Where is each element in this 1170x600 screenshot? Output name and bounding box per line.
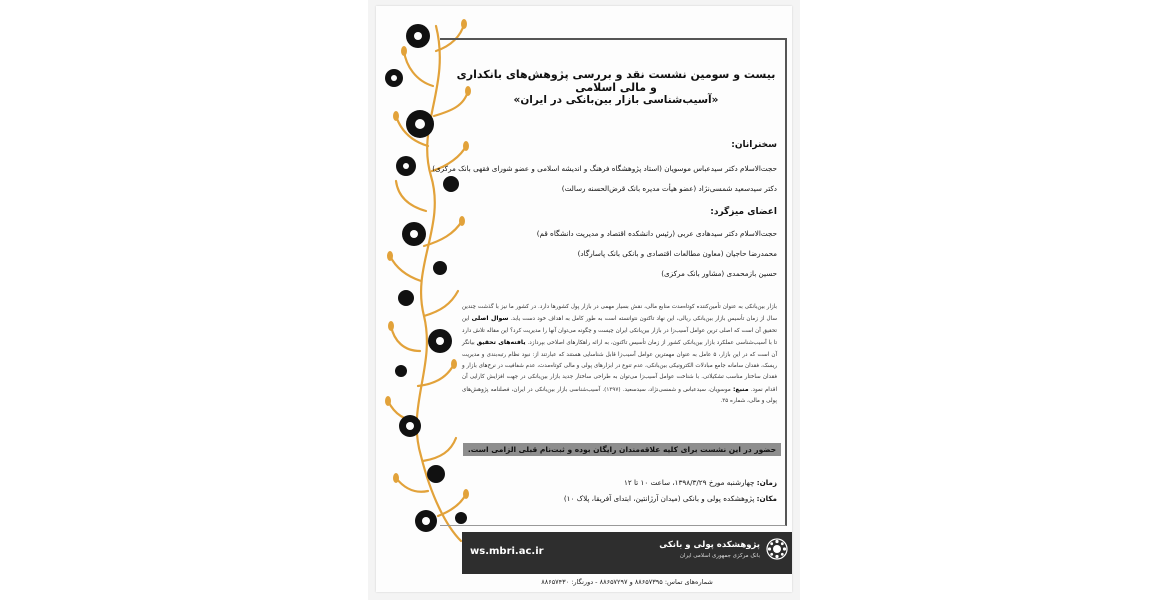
host-2: محمدرضا حاجیان (معاون مطالعات اقتصادی و بانکی بانک پاسارگاد) — [577, 249, 777, 258]
place-value: پژوهشکده پولی و بانکی (میدان آرژانتین، ابتدای آفریقا، پلاک ۱۰) — [563, 494, 755, 503]
time-label: زمان: — [756, 478, 777, 487]
findings-label: یافته‌های تحقیق — [476, 339, 526, 347]
question-label: سوال اصلی — [471, 315, 509, 323]
registration-banner: حضور در این نشست برای کلیه علاقه‌مندان رایگان بوده و ثبت‌نام قبلی الزامی است. — [463, 443, 781, 456]
website-link[interactable]: ws.mbri.ac.ir — [470, 546, 544, 557]
abstract-intro: بازار بین‌بانکی به عنوان تأمین‌کننده کوتاه‌مدت منابع مالی، نقش بسیار مهمی در بازار پول کشورها دارد. در کشور ما نیز با گذشت چندین سال از زمان تأسیس بازار بین‌بانکی ریالی، این نهاد تاکنون نتوانسته است به طور کامل به اهداف خود دست یابد. — [462, 304, 778, 323]
abstract-text — [462, 302, 777, 408]
poster-subtitle: «آسیب‌شناسی بازار بین‌بانکی در ایران» — [513, 94, 719, 106]
time-value: چهارشنبه مورخ ۱۳۹۸/۳/۲۹، ساعت ۱۰ تا ۱۲ — [623, 478, 755, 487]
footer-bar — [462, 532, 792, 574]
abstract-findings: بیانگر آن است که در این بازار، ۵ عامل به عنوان مهمترین عوامل آسیب‌زا قابل شناسایی هستند که عبارتند از: نبود نظام رتبه‌بندی و مدیریت ریسک، فقدان سامانه جامع مبادلات الکترونیکی بین‌بانکی، عدم تنوع در ابزارهای پولی و مالی کوتاه‌مدت، عدم شفافیت در نرخ‌های بازار و فقدان ساختار مناسب تشکیلاتی. با شناخت عوامل آسیب‌زا می‌توان به طراحی ساختار جدید بازار بین‌بانکی در جهت افزایش کارایی آن اقدام نمود. — [462, 340, 778, 393]
hosts-heading: اعضای میزگرد: — [710, 207, 777, 217]
event-place — [564, 494, 777, 503]
abstract-question: این تحقیق آن است که اصلی ترین عوامل آسیب‌زا در بازار بین‌بانکی ایران چیست و چگونه می‌توان آنها را مدیریت کرد؟ این مقاله تلاش دارد تا با آسیب‌شناسی عملکرد بازار بین‌بانکی کشور از زمان تأسیس تاکنون، به ارائه راهکارهای اصلاحی بپردازد. — [462, 316, 778, 347]
speaker-2: دکتر سیدسعید شمسی‌نژاد (عضو هیأت مدیره بانک قرض‌الحسنه رسالت) — [561, 184, 777, 193]
host-1: حجت‌الاسلام دکتر سیدهادی عربی (رئیس دانشکده اقتصاد و مدیریت دانشگاه قم) — [536, 229, 777, 238]
poster-title: بیست و سومین نشست نقد و بررسی پژوهش‌های بانکداری و مالی اسلامی — [456, 68, 776, 94]
speakers-heading: سخنرانان: — [731, 140, 777, 150]
abstract-source: موسویان، سیدعباس و شمسی‌نژاد، سیدسعید. (۱۳۹۷). آسیب‌شناسی بازار بین‌بانکی در ایران، فصلنامه پژوهش‌های پولی و مالی، شماره ۳۵. — [462, 386, 777, 405]
host-3: حسین بازمحمدی (مشاور بانک مرکزی) — [661, 269, 777, 278]
speaker-1: حجت‌الاسلام دکتر سیدعباس موسویان (استاد پژوهشگاه فرهنگ و اندیشه اسلامی و عضو شورای فقهی بانک مرکزی) — [432, 164, 777, 173]
institute-name: پژوهشکده پولی و بانکی — [659, 540, 760, 550]
institute-name-block — [659, 540, 760, 559]
event-time — [624, 478, 777, 487]
place-label: مکان: — [756, 494, 777, 503]
institute-logo-icon — [766, 538, 788, 560]
source-label: منبع: — [732, 385, 749, 393]
institute-subtitle: بانک مرکزی جمهوری اسلامی ایران — [679, 553, 760, 559]
contact-phones: شماره‌های تماس: ۸۸۶۵۷۳۹۵ و ۸۸۶۵۷۲۹۷ - دورنگار: ۸۸۶۵۷۴۳۰ — [541, 578, 713, 586]
